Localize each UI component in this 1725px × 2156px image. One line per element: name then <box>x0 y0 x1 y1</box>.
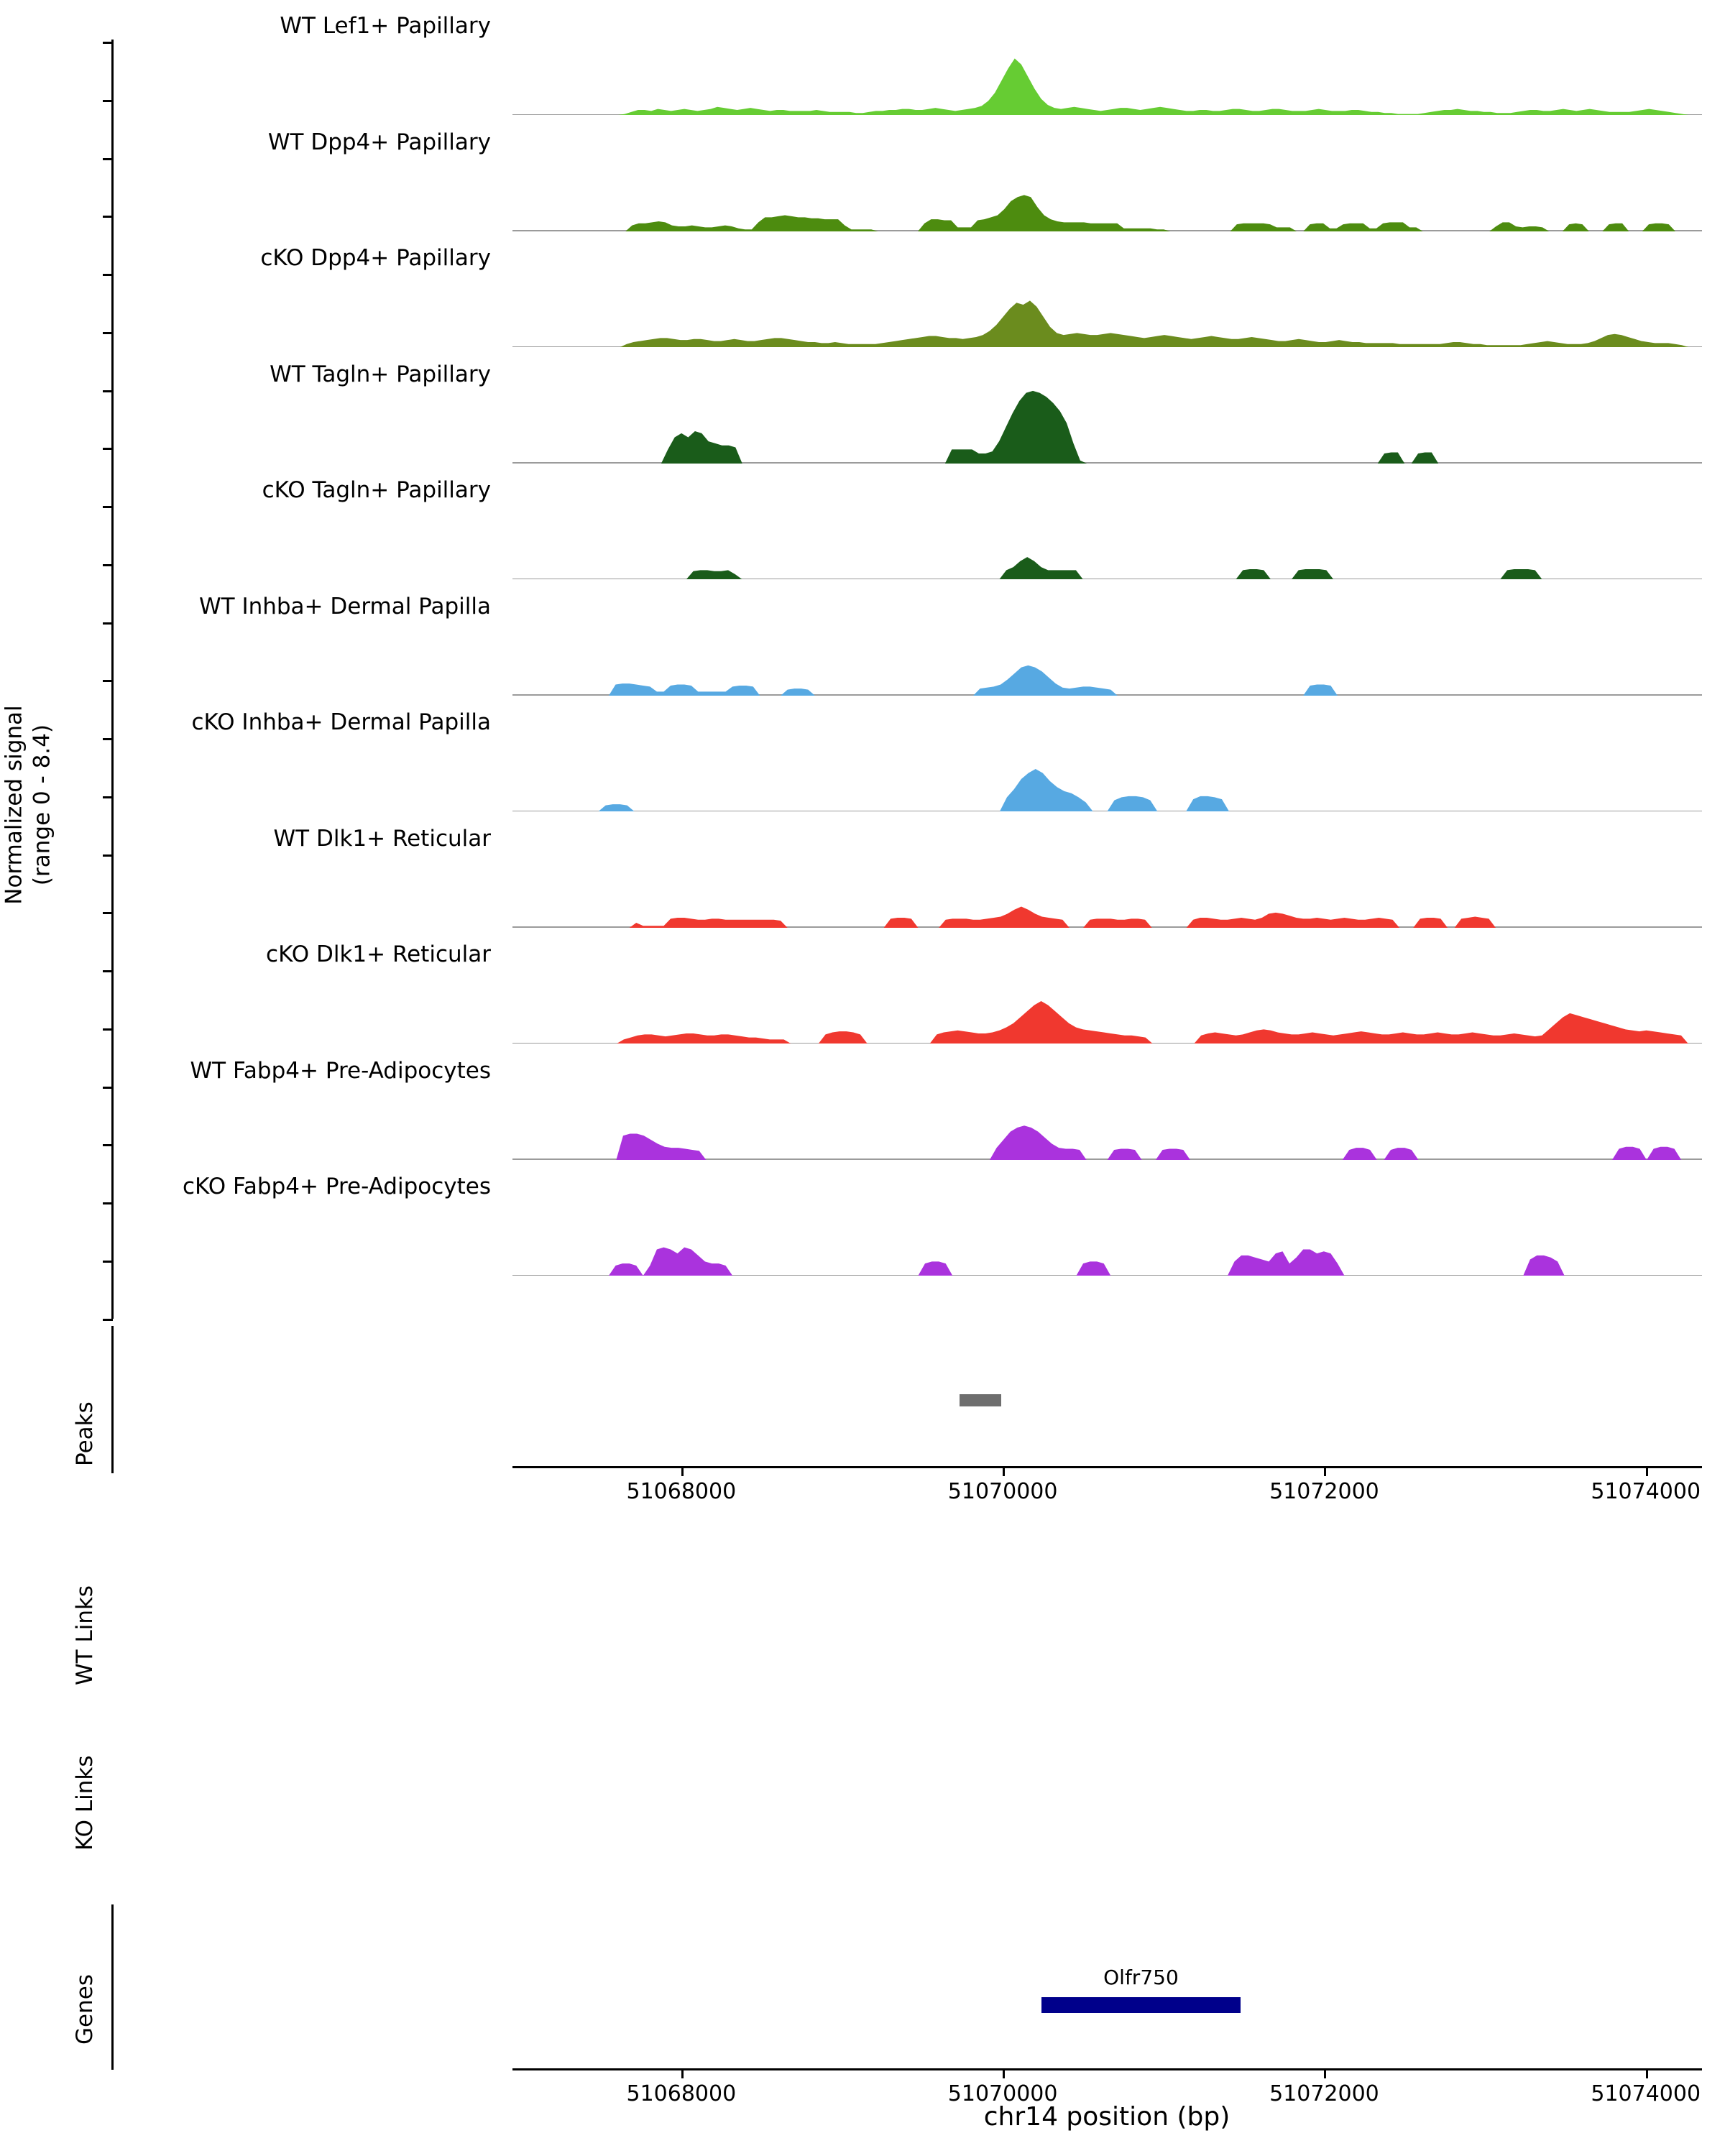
x-axis-tick <box>1646 2069 1648 2078</box>
signal-axis-tick <box>103 274 113 276</box>
x-axis-tick <box>1324 1467 1326 1476</box>
signal-axis-tick <box>103 680 113 682</box>
signal-axis-tick <box>103 1087 113 1089</box>
x-axis-tick <box>1646 1467 1648 1476</box>
x-axis-tick-label: 51072000 <box>1269 2081 1379 2106</box>
x-axis-line-bottom <box>512 2068 1702 2070</box>
track-label: WT Inhba+ Dermal Papilla <box>199 593 491 619</box>
signal-axis-tick <box>103 100 113 102</box>
signal-axis-tick <box>103 42 113 44</box>
track-label: WT Dlk1+ Reticular <box>273 825 491 852</box>
track-signal-area <box>512 611 1702 696</box>
signal-axis-tick <box>103 796 113 798</box>
x-axis-tick-label: 51072000 <box>1269 1479 1379 1504</box>
track-label: WT Lef1+ Papillary <box>280 13 491 39</box>
signal-axis-tick <box>103 1319 113 1321</box>
signal-track <box>512 262 1702 347</box>
track-label: cKO Inhba+ Dermal Papilla <box>191 709 491 735</box>
signal-axis-tick <box>103 390 113 392</box>
signal-axis-tick <box>103 738 113 740</box>
x-axis-tick-label: 51070000 <box>947 2081 1058 2106</box>
signal-track <box>512 727 1702 811</box>
track-signal-area <box>512 147 1702 231</box>
x-axis-tick-label: 51074000 <box>1591 1479 1701 1504</box>
signal-axis-tick <box>103 1261 113 1263</box>
signal-axis-tick <box>103 912 113 914</box>
signal-track <box>512 1075 1702 1160</box>
signal-track <box>512 379 1702 464</box>
peaks-axis-spine <box>111 1326 114 1473</box>
signal-track <box>512 30 1702 115</box>
y-axis-label: Normalized signal (range 0 - 8.4) <box>1 705 55 905</box>
genes-axis-spine <box>111 1904 114 2070</box>
signal-track <box>512 147 1702 231</box>
signal-axis-tick <box>103 1202 113 1204</box>
wt-links-section-label: WT Links <box>72 1585 98 1685</box>
x-axis-tick-label: 51068000 <box>626 1479 737 1504</box>
signal-axis-spine <box>111 40 114 1319</box>
x-axis-tick-label: 51068000 <box>626 2081 737 2106</box>
track-signal-area <box>512 379 1702 464</box>
peaks-section-label: Peaks <box>72 1401 98 1466</box>
ko-links-section-label: KO Links <box>72 1755 98 1851</box>
signal-axis-tick <box>103 332 113 334</box>
track-signal-area <box>512 262 1702 347</box>
track-label: WT Tagln+ Papillary <box>270 361 491 387</box>
x-axis-tick-label: 51074000 <box>1591 2081 1701 2106</box>
track-label: WT Dpp4+ Papillary <box>267 129 491 155</box>
x-axis-line-top <box>512 1466 1702 1468</box>
x-axis-tick <box>1324 2069 1326 2078</box>
x-axis-tick <box>1003 1467 1005 1476</box>
track-label: cKO Tagln+ Papillary <box>262 477 491 503</box>
x-axis-tick <box>681 2069 684 2078</box>
track-signal-area <box>512 30 1702 115</box>
track-signal-area <box>512 1075 1702 1160</box>
signal-axis-tick <box>103 506 113 508</box>
signal-track <box>512 1191 1702 1276</box>
gene-body[interactable] <box>1041 1997 1241 2013</box>
gene-label: Olfr750 <box>1103 1966 1179 1989</box>
track-signal-area <box>512 843 1702 928</box>
signal-axis-tick <box>103 158 113 160</box>
track-label: cKO Dpp4+ Papillary <box>260 245 491 271</box>
track-label: cKO Fabp4+ Pre-Adipocytes <box>183 1174 491 1199</box>
track-signal-area <box>512 727 1702 811</box>
track-label: WT Fabp4+ Pre-Adipocytes <box>190 1057 491 1084</box>
signal-track <box>512 843 1702 928</box>
track-signal-area <box>512 959 1702 1044</box>
signal-axis-tick <box>103 970 113 972</box>
signal-axis-tick <box>103 1144 113 1146</box>
track-signal-area <box>512 494 1702 579</box>
signal-axis-tick <box>103 622 113 625</box>
signal-axis-tick <box>103 448 113 450</box>
signal-axis-tick <box>103 1028 113 1031</box>
signal-axis-tick <box>103 564 113 566</box>
track-label: cKO Dlk1+ Reticular <box>266 941 491 967</box>
signal-track <box>512 494 1702 579</box>
x-axis-title: chr14 position (bp) <box>983 2102 1230 2132</box>
track-signal-area <box>512 1191 1702 1276</box>
peak-bar <box>960 1394 1001 1406</box>
genes-section-label: Genes <box>72 1974 98 2045</box>
signal-track <box>512 959 1702 1044</box>
x-axis-tick <box>681 1467 684 1476</box>
signal-track <box>512 611 1702 696</box>
x-axis-tick-label: 51070000 <box>947 1479 1058 1504</box>
signal-axis-tick <box>103 854 113 857</box>
signal-axis-tick <box>103 216 113 218</box>
x-axis-tick <box>1003 2069 1005 2078</box>
